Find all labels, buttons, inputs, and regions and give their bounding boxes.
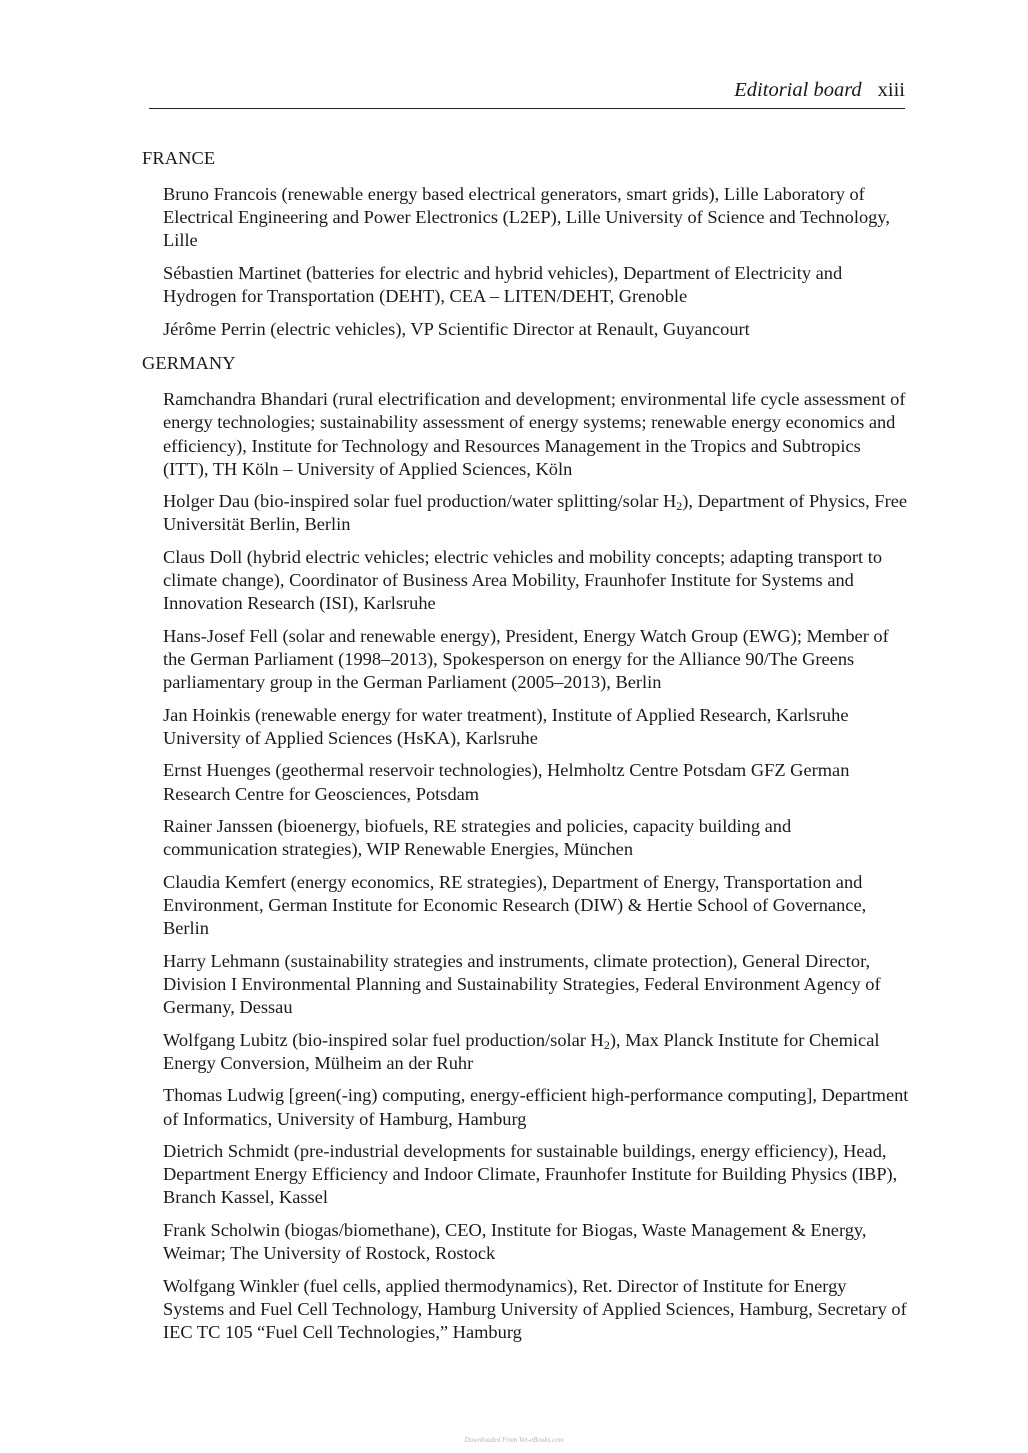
board-member-entry: Thomas Ludwig [green(-ing) computing, energy-efficient high-performance computing], Department of Informatics, University of Hamburg, Hamburg — [163, 1085, 909, 1129]
subscript-two: 2 — [603, 1037, 610, 1052]
board-member-entry: Wolfgang Lubitz (bio-inspired solar fuel production/solar $H_2$), Max Planck Institute for Chemical Energy Conversion, Mülheim an der Ruhr — [163, 1029, 880, 1073]
board-member-entry: Dietrich Schmidt (pre-industrial developments for sustainable buildings, energy efficiency), Head, Department Energy Efficiency and Indoor Climate, Fraunhofer Institute for Building Physics (IBP), Branch Kassel, Kassel — [163, 1141, 898, 1208]
board-member-entry: Holger Dau (bio-inspired solar fuel production/water splitting/solar $H_2$), Department of Physics, Free Universität Berlin, Berlin — [163, 491, 908, 535]
board-member-entry: Rainer Janssen (bioenergy, biofuels, RE strategies and policies, capacity building and communication strategies), WIP Renewable Energies, München — [163, 816, 792, 860]
board-member-entry: Sébastien Martinet (batteries for electric and hybrid vehicles), Department of Electricity and Hydrogen for Transportation (DEHT), CEA – LITEN/DEHT, Grenoble — [163, 262, 843, 307]
country-heading-germany: GERMANY — [142, 353, 236, 374]
board-member-entry: Harry Lehmann (sustainability strategies and instruments, climate protection), General Director, Division I Environmental Planning and Sustainability Strategies, Federal Environment Agency of Germany, Dessau — [163, 950, 881, 1018]
board-member-entry: Wolfgang Winkler (fuel cells, applied thermodynamics), Ret. Director of Institute for Energy Systems and Fuel Cell Technology, Hamburg University of Applied Sciences, Hamburg, Secretary of IEC TC 105 “Fuel Cell Technologies,” Hamburg — [163, 1275, 907, 1343]
running-header-title: Editorial board — [734, 79, 862, 101]
running-header — [149, 76, 905, 109]
board-member-entry: Frank Scholwin (biogas/biomethane), CEO, Institute for Biogas, Waste Management & Energy, Weimar; The University of Rostock, Rostock — [163, 1219, 867, 1264]
subscript-two: 2 — [676, 499, 683, 514]
board-member-entry: Bruno Francois (renewable energy based electrical generators, smart grids), Lille Laboratory of Electrical Engineering and Power Electronics (L2EP), Lille University of Science and Technology, Lille — [163, 184, 890, 251]
board-member-entry: Jérôme Perrin (electric vehicles), VP Scientific Director at Renault, Guyancourt — [163, 318, 750, 339]
board-member-entry: Ernst Huenges (geothermal reservoir technologies), Helmholtz Centre Potsdam GFZ German Research Centre for Geosciences, Potsdam — [163, 760, 850, 804]
board-member-entry: Claudia Kemfert (energy economics, RE strategies), Department of Energy, Transportation and Environment, German Institute for Economic Research (DIW) & Hertie School of Governance, Berlin — [163, 871, 867, 939]
editorial-board-list — [142, 145, 910, 1354]
page-number: xiii — [877, 79, 905, 101]
board-member-entry: Ramchandra Bhandari (rural electrification and development; environmental life cycle assessment of energy technologies; sustainability assessment of energy systems; renewable energy economics and efficiency), Institute for Technology and Resources Management in the Tropics and Subtropics (ITT), TH Köln – University of Applied Sciences, Köln — [163, 389, 906, 479]
country-heading-france: FRANCE — [142, 148, 216, 168]
board-member-entry: Jan Hoinkis (renewable energy for water treatment), Institute of Applied Research, Karlsruhe University of Applied Sciences (HsKA), Karlsruhe — [163, 704, 849, 748]
board-member-entry: Hans-Josef Fell (solar and renewable energy), President, Energy Watch Group (EWG); Member of the German Parliament (1998–2013), Spokesperson on energy for the Alliance 90/The Greens parliamentary group in the German Parliament (2005–2013), Berlin — [163, 625, 889, 693]
board-member-entry: Claus Doll (hybrid electric vehicles; electric vehicles and mobility concepts; adapting transport to climate change), Coordinator of Business Area Mobility, Fraunhofer Institute for Systems and Innovation Research (ISI), Karlsruhe — [163, 546, 883, 614]
download-watermark: Downloaded From Vet-eBooks.com — [464, 1436, 564, 1444]
